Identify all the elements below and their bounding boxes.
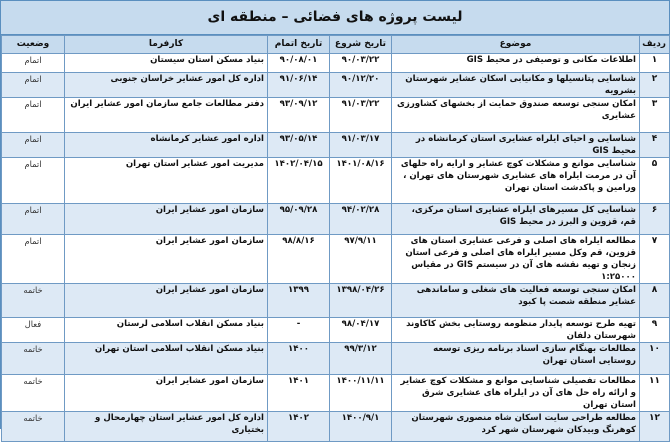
row-status: خاتمه	[2, 284, 65, 318]
row-num: ۷	[640, 235, 670, 284]
row-num: ۱۲	[640, 412, 670, 442]
row-status: اتمام	[2, 235, 65, 284]
row-topic: اطلاعات مکانی و توصیفی در محیط GIS	[392, 54, 640, 73]
row-status: فعال	[2, 318, 65, 343]
row-start-date: ۱۴۰۱/۰۸/۱۶	[330, 158, 392, 204]
table-row	[2, 318, 670, 343]
row-topic: تهیه طرح توسعه پایدار منظومه روستایی بخش کاکاوند شهرستان دلفان	[392, 318, 640, 343]
projects-table	[1, 35, 670, 442]
row-client: بنیاد مسکن انقلاب اسلامی استان تهران	[65, 343, 268, 375]
row-start-date: ۹۸/۰۴/۱۷	[330, 318, 392, 343]
row-status: اتمام	[2, 54, 65, 73]
row-end-date: ۱۴۰۲/۰۴/۱۵	[268, 158, 330, 204]
row-status: خاتمه	[2, 412, 65, 442]
row-num: ۸	[640, 284, 670, 318]
document-title: لیست پروژه های فضائی – منطقه ای	[1, 1, 669, 35]
table-header-row	[2, 36, 670, 54]
row-topic: امکان سنجی توسعه صندوق حمایت از بخشهای کشاورزی عشایری	[392, 98, 640, 133]
row-start-date: ۹۰/۰۳/۲۲	[330, 54, 392, 73]
row-client: مدیریت امور عشایر استان تهران	[65, 158, 268, 204]
row-client: بنیاد مسکن انقلاب اسلامی لرستان	[65, 318, 268, 343]
row-num: ۱۰	[640, 343, 670, 375]
row-start-date: ۹۴/۰۲/۲۸	[330, 204, 392, 235]
row-start-date: ۹۱/۰۳/۱۷	[330, 133, 392, 158]
row-start-date: ۹۹/۳/۱۲	[330, 343, 392, 375]
row-end-date: ۹۱/۰۶/۱۴	[268, 73, 330, 98]
row-topic: امکان سنجی توسعه فعالیت های شغلی و ساماندهی عشایر منطقه شصت پا کبود	[392, 284, 640, 318]
row-client: اداره کل امور عشایر خراسان جنوبی	[65, 73, 268, 98]
row-start-date: ۱۴۰۰/۹/۱	[330, 412, 392, 442]
row-end-date: ۹۸/۸/۱۶	[268, 235, 330, 284]
row-client: سازمان امور عشایر ایران	[65, 375, 268, 412]
header-status: وضعیت	[2, 36, 65, 54]
row-client: اداره امور عشایر کرمانشاه	[65, 133, 268, 158]
table-row	[2, 54, 670, 73]
row-topic: شناسایی کل مسیرهای ایلراه عشایری استان مرکزی، قم، قزوین و البرز در محیط GIS	[392, 204, 640, 235]
row-topic: مطالعات تفصیلی شناسایی موانع و مشکلات کوچ عشایر و ارائه راه حل های آن در ایلراه های عشایری شرق استان تهران	[392, 375, 640, 412]
table-row	[2, 204, 670, 235]
table-row	[2, 98, 670, 133]
row-topic: مطالعه ایلراه های اصلی و فرعی عشایری استان های قزوین، قم وکل مسیر ایلراه های اصلی و فرعی استان زنجان و تهیه نقشه های آن در سیستم GIS در مقیاس ۱:۲۵۰۰۰	[392, 235, 640, 284]
row-client: سازمان امور عشایر ایران	[65, 235, 268, 284]
table-row	[2, 412, 670, 442]
header-topic: موضوع	[392, 36, 640, 54]
table-row	[2, 375, 670, 412]
row-end-date: ۹۰/۰۸/۰۱	[268, 54, 330, 73]
row-num: ۱	[640, 54, 670, 73]
row-client: سازمان امور عشایر ایران	[65, 284, 268, 318]
row-topic: شناسایی پتانسیلها و مکانیابی اسکان عشایر شهرستان بشرویه	[392, 73, 640, 98]
row-end-date: ۹۵/۰۹/۲۸	[268, 204, 330, 235]
row-end-date: -	[268, 318, 330, 343]
row-status: اتمام	[2, 133, 65, 158]
row-status: اتمام	[2, 73, 65, 98]
row-status: خاتمه	[2, 375, 65, 412]
row-end-date: ۹۳/۰۹/۱۲	[268, 98, 330, 133]
row-num: ۲	[640, 73, 670, 98]
row-num: ۳	[640, 98, 670, 133]
table-row	[2, 133, 670, 158]
row-num: ۴	[640, 133, 670, 158]
table-row	[2, 158, 670, 204]
row-status: خاتمه	[2, 343, 65, 375]
row-start-date: ۹۰/۱۲/۲۰	[330, 73, 392, 98]
row-status: اتمام	[2, 204, 65, 235]
row-num: ۹	[640, 318, 670, 343]
row-client: سازمان امور عشایر ایران	[65, 204, 268, 235]
row-topic: مطالعه طراحی سایت اسکان شاه منصوری شهرستان کوهرنگ وبیدکان شهرستان شهر کرد	[392, 412, 640, 442]
row-start-date: ۱۴۰۰/۱۱/۱۱	[330, 375, 392, 412]
row-end-date: ۱۴۰۱	[268, 375, 330, 412]
row-client: اداره کل امور عشایر استان چهارمحال و بختیاری	[65, 412, 268, 442]
row-end-date: ۱۴۰۰	[268, 343, 330, 375]
row-start-date: ۱۳۹۸/۰۴/۲۶	[330, 284, 392, 318]
row-start-date: ۹۱/۰۳/۲۲	[330, 98, 392, 133]
row-end-date: ۱۴۰۲	[268, 412, 330, 442]
row-status: اتمام	[2, 98, 65, 133]
table-row	[2, 73, 670, 98]
header-client: کارفرما	[65, 36, 268, 54]
table-row	[2, 284, 670, 318]
row-topic: شناسایی موانع و مشکلات کوچ عشایر و ارایه راه حلهای آن در مرمت ایلراه های عشایری شهرستان های تهران ، ورامین و پاکدشت استان تهران	[392, 158, 640, 204]
row-num: ۱۱	[640, 375, 670, 412]
row-client: بنیاد مسکن استان سیستان	[65, 54, 268, 73]
row-status: اتمام	[2, 158, 65, 204]
row-num: ۶	[640, 204, 670, 235]
row-end-date: ۱۳۹۹	[268, 284, 330, 318]
row-end-date: ۹۳/۰۵/۱۴	[268, 133, 330, 158]
row-topic: شناسایی و احیای ایلراه عشایری استان کرمانشاه در محیط GIS	[392, 133, 640, 158]
header-num: ردیف	[640, 36, 670, 54]
row-num: ۵	[640, 158, 670, 204]
table-row	[2, 235, 670, 284]
row-topic: مطالعات بهنگام سازی اسناد برنامه ریزی توسعه روستایی استان تهران	[392, 343, 640, 375]
header-start-date: تاریخ شروع	[330, 36, 392, 54]
table-row	[2, 343, 670, 375]
row-client: دفتر مطالعات جامع سازمان امور عشایر ایران	[65, 98, 268, 133]
header-end-date: تاریخ اتمام	[268, 36, 330, 54]
row-start-date: ۹۷/۹/۱۱	[330, 235, 392, 284]
